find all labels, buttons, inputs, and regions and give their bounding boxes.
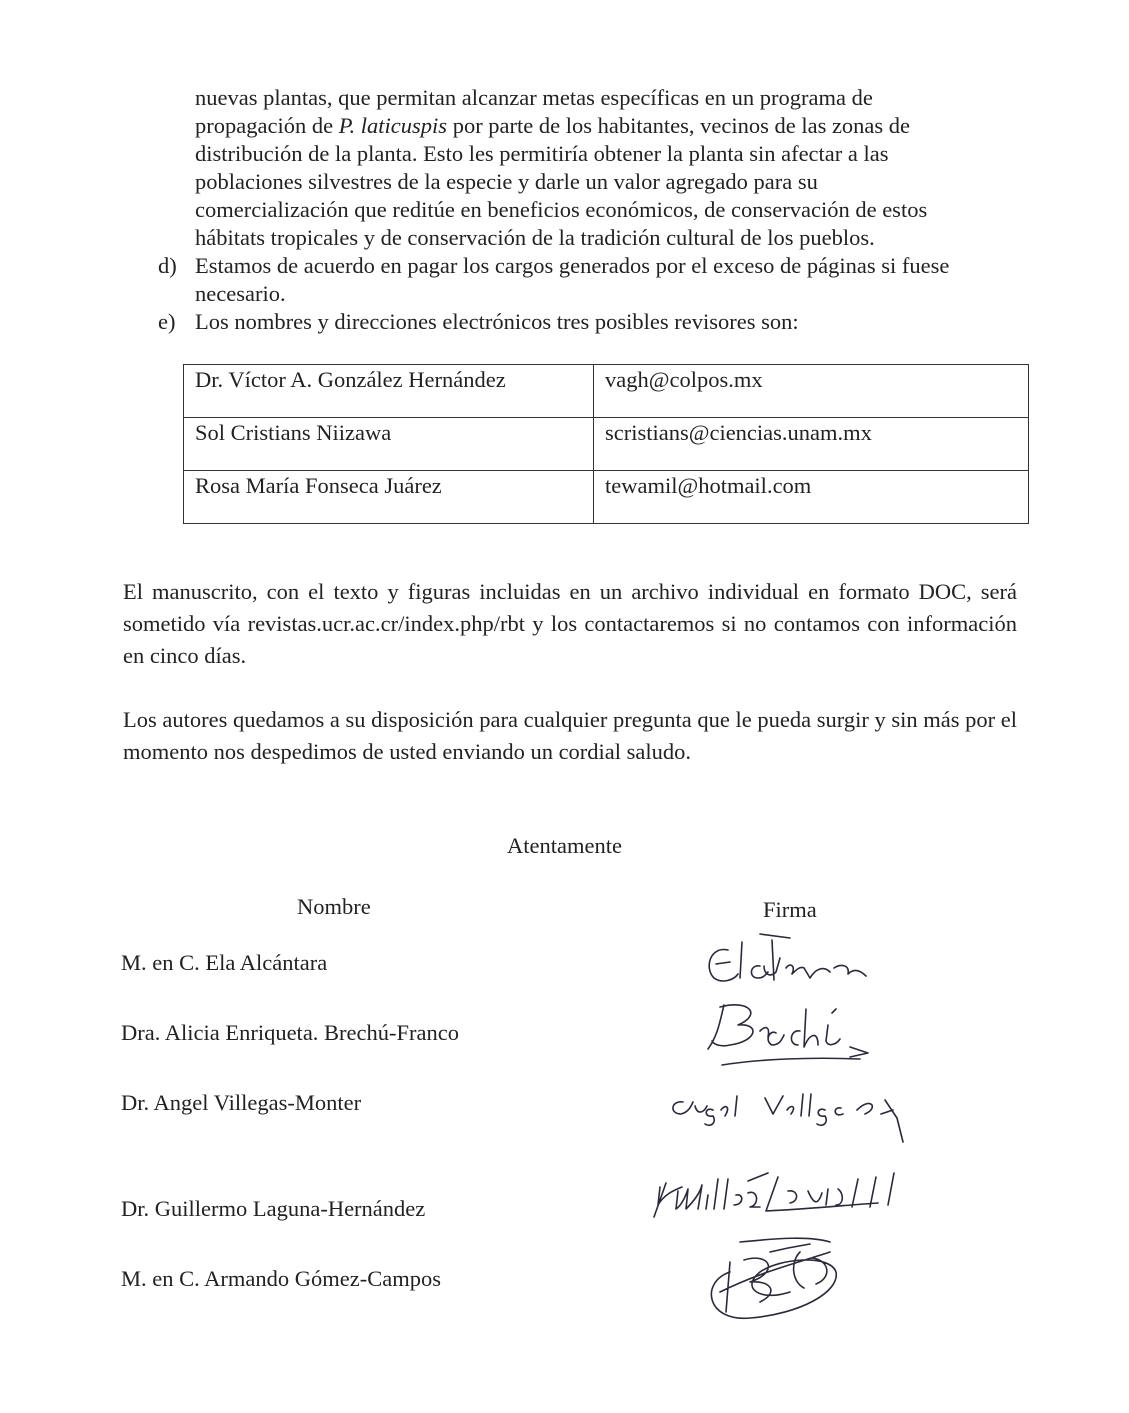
text-line: nuevas plantas, que permitan alcanzar metas específicas en un programa de xyxy=(195,85,873,110)
text-line: Los nombres y direcciones electrónicos tres posibles revisores son: xyxy=(195,309,799,334)
reviewer-email: scristians@ciencias.unam.mx xyxy=(594,418,1029,471)
text-span: por parte de los habitantes, vecinos de las zonas de xyxy=(447,113,911,138)
list-marker: e) xyxy=(158,309,176,334)
reviewers-table xyxy=(183,364,1029,524)
signature-gomez xyxy=(700,1232,850,1327)
signature-villegas xyxy=(665,1088,915,1153)
text-line: poblaciones silvestres de la especie y darle un valor agregado para su xyxy=(195,169,818,194)
table-row xyxy=(184,365,1029,418)
text-line xyxy=(195,112,910,140)
author-name: Dr. Angel Villegas-Monter xyxy=(121,1090,362,1115)
signature-alcantara xyxy=(700,928,875,988)
signature-laguna xyxy=(648,1165,913,1225)
text-line: distribución de la planta. Esto les permitiría obtener la planta sin afectar a las xyxy=(195,141,889,166)
text-line: comercialización que reditúe en beneficios económicos, de conservación de estos xyxy=(195,197,928,222)
reviewer-name: Sol Cristians Niizawa xyxy=(184,418,594,471)
table-row xyxy=(184,418,1029,471)
reviewer-name: Rosa María Fonseca Juárez xyxy=(184,471,594,524)
text-span: propagación de xyxy=(195,113,339,138)
table-row xyxy=(184,471,1029,524)
signature-brechu xyxy=(700,995,880,1070)
author-name: Dr. Guillermo Laguna-Hernández xyxy=(121,1196,426,1221)
signature-column-header: Firma xyxy=(763,897,817,922)
text-line: necesario. xyxy=(195,281,286,306)
reviewer-email: vagh@colpos.mx xyxy=(594,365,1029,418)
closing-paragraph: Los autores quedamos a su disposición para cualquier pregunta que le pueda surgir y sin más por el momento nos despedimos de usted enviando un cordial saludo. xyxy=(123,707,1017,764)
reviewer-name: Dr. Víctor A. González Hernández xyxy=(184,365,594,418)
closing-salutation: Atentamente xyxy=(507,833,622,858)
list-marker: d) xyxy=(158,253,177,278)
reviewer-email: tewamil@hotmail.com xyxy=(594,471,1029,524)
author-name: Dra. Alicia Enriqueta. Brechú-Franco xyxy=(121,1020,459,1045)
author-name: M. en C. Armando Gómez-Campos xyxy=(121,1266,441,1291)
species-name: P. laticuspis xyxy=(338,113,448,138)
manuscript-paragraph: El manuscrito, con el texto y figuras incluidas en un archivo individual en formato DOC, será sometido vía revistas.ucr.ac.cr/index.php/rbt y los contactaremos si no contamos con información en cinco días. xyxy=(123,579,1017,668)
name-column-header: Nombre xyxy=(297,894,371,919)
text-line: hábitats tropicales y de conservación de la tradición cultural de los pueblos. xyxy=(195,225,875,250)
text-line: Estamos de acuerdo en pagar los cargos generados por el exceso de páginas si fuese xyxy=(195,253,950,278)
author-name: M. en C. Ela Alcántara xyxy=(121,950,328,975)
